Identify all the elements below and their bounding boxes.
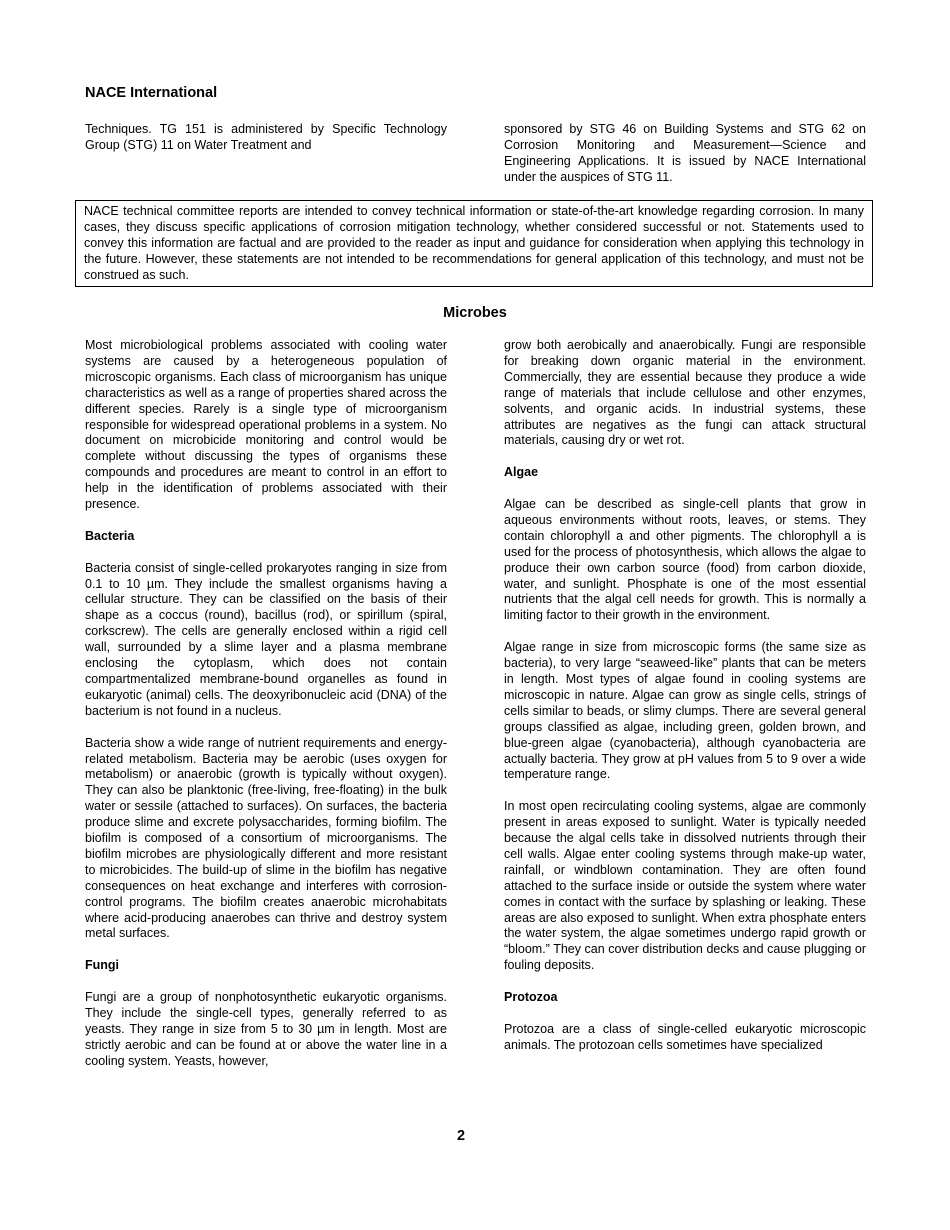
right-body-column [504, 338, 866, 1070]
fungi-paragraph: Fungi are a group of nonphotosynthetic eukaryotic organisms. They include the single-cell types, generally referred to as yeasts. They range in size from 5 to 30 µm in length. Most are strictly aerobic and can be found at or above the water line in a cooling system. Yeasts, however, [85, 990, 447, 1068]
fungi-heading: Fungi [85, 958, 120, 973]
protozoa-heading: Protozoa [504, 990, 558, 1005]
algae-heading: Algae [504, 465, 539, 480]
section-title: Microbes [443, 305, 507, 321]
disclaimer-notice-box: NACE technical committee reports are intended to convey technical information or state-of-the-art knowledge regarding corrosion. In many cases, they discuss specific applications of corrosion mitigation technology, whether considered successful or not. Statements used to convey this information are factual and are provided to the reader as input and guidance for consideration when applying this technology in the future. However, these statements are not intended to be recommendations for general application of this technology, and must not be construed as such. [75, 200, 873, 287]
algae-paragraph-2: Algae range in size from microscopic forms (the same size as bacteria), to very large “seaweed-like” plants that can be meters in length. Most types of algae found in cooling systems are microscopic in nature. Algae can grow as single cells, strings of cells similar to beads, or slimy clumps. There are several general groups classified as algae, including green, golden brown, and blue-green algae (cyanobacteria), although cyanobacteria are actually bacteria. They grow at pH values from 5 to 9 over a wide temperature range. [504, 640, 866, 782]
protozoa-paragraph: Protozoa are a class of single-celled eukaryotic microscopic animals. The protozoan cells sometimes have specialized [504, 1021, 866, 1052]
intro-left-column [85, 122, 447, 170]
fungi-paragraph-continued: grow both aerobically and anaerobically. Fungi are responsible for breaking down organic material in the environment. Commercially, they are essential because they produce a wide range of materials that include cellulose and other enzymes, solvents, and organic acids. In industrial systems, these attributes are negatives as the fungi can attack structural materials, causing dry or wet rot. [504, 338, 866, 448]
left-body-column [85, 338, 447, 1086]
bacteria-heading: Bacteria [85, 528, 135, 543]
page-number: 2 [456, 1128, 466, 1144]
page-header-title: NACE International [85, 85, 218, 101]
intro-left-text: Techniques. TG 151 is administered by Specific Technology Group (STG) 11 on Water Treatment and [85, 122, 447, 152]
intro-right-text: sponsored by STG 46 on Building Systems and STG 62 on Corrosion Monitoring and Measurement—Science and Engineering Applications. It is issued by NACE International under the auspices of STG 11. [504, 122, 866, 184]
algae-paragraph-1: Algae can be described as single-cell plants that grow in aqueous environments without roots, leaves, or stems. They contain chlorophyll a and other pigments. The chlorophyll a is used for the process of photosynthesis, which allows the algae to produce their own carbon source (food) from carbon dioxide, water, and sunlight. Phosphate is one of the most essential nutrients that the algal cell needs for growth. This is normally a limiting factor to their growth in the environment. [504, 497, 866, 623]
bacteria-paragraph-2: Bacteria show a wide range of nutrient requirements and energy-related metabolism. Bacteria may be aerobic (uses oxygen for metabolism) or anaerobic (growth is typically without oxygen). They can also be planktonic (free-living, free-floating) in the bulk water or sessile (attached to surfaces). On surfaces, the bacteria produce slime and excrete polysaccharides, forming biofilm. The biofilm is composed of a consortium of microorganisms. The biofilm microbes are physiologically different and more resistant to microbicides. The build-up of slime in the biofilm has negative consequences on heat exchange and interferes with corrosion-control programs. The biofilm creates anaerobic microhabitats where acid-producing anaerobes can thrive and destroy system metal surfaces. [85, 735, 447, 941]
bacteria-paragraph-1: Bacteria consist of single-celled prokaryotes ranging in size from 0.1 to 10 µm. They include the smallest organisms having a cellular structure. They can be classified on the basis of their shape as a coccus (round), bacillus (rod), or spirillum (spiral, corkscrew). The cells are generally enclosed within a rigid cell wall, surrounded by a slime layer and a plasma membrane enclosing the cytoplasm, which does not contain compartmentalized membrane-bound organelles as found in eukaryotic (animal) cells. The deoxyribonucleic acid (DNA) of the bacterium is not found in a nucleus. [85, 560, 447, 718]
microbes-intro-paragraph: Most microbiological problems associated with cooling water systems are caused by a heterogeneous population of microscopic organisms. Each class of microorganism has unique characteristics as well as a range of properties shared across the different species. Rarely is a single type of microorganism responsible for widespread operational problems in a system. No document on microbicide monitoring and control would be complete without discussing the types of organisms these compounds and procedures are meant to control in an effort to help in the identification of problems associated with their presence. [85, 338, 447, 512]
algae-paragraph-3: In most open recirculating cooling systems, algae are commonly present in areas exposed to sunlight. Water is typically needed because the algal cells take in dissolved nutrients through their cell walls. Algae enter cooling systems through make-up water, rainfall, or windblown contamination. They are often found attached to the surface inside or outside the system where water comes in contact with the surface by splashing or leaking. These areas are also exposed to sunlight. When extra phosphate enters the water system, the algae sometimes undergo rapid growth or “bloom.” They can cover distribution decks and cause plugging or fouling deposits. [504, 799, 866, 973]
intro-right-column [504, 122, 866, 202]
